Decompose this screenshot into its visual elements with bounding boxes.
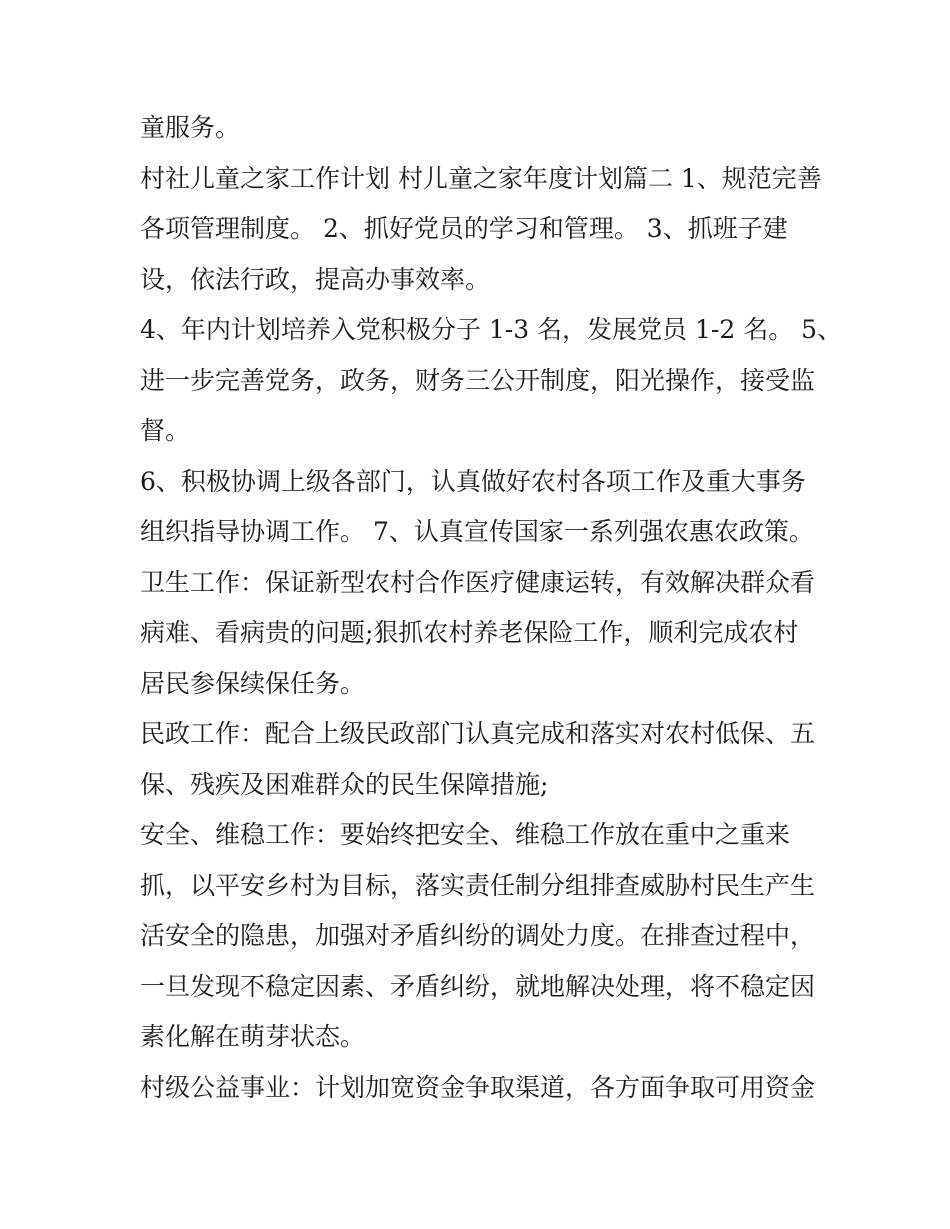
text-line: 素化解在萌芽状态。 xyxy=(140,1022,366,1051)
text-line: 安全、维稳工作：要始终把安全、维稳工作放在重中之重来 xyxy=(140,820,791,849)
paragraph-2 xyxy=(140,154,820,306)
text-line: 4、年内计划培养入党积极分子 1-3 名，发展党员 1-2 名。 5、 xyxy=(140,315,843,344)
text-line: 设，依法行政，提高办事效率。 xyxy=(140,264,491,294)
text-line: 民政工作：配合上级民政部门认真完成和落实对农村低保、五 xyxy=(140,719,816,748)
text-line: 活安全的隐患，加强对矛盾纠纷的调处力度。在排查过程中， xyxy=(140,921,816,950)
document-body xyxy=(140,103,843,1113)
text-line: 村级公益事业：计划加宽资金争取渠道，各方面争取可用资金 xyxy=(140,1072,816,1102)
paragraph-4 xyxy=(140,457,820,558)
text-line: 各项管理制度。 2、抓好党员的学习和管理。 3、抓班子建 xyxy=(140,214,788,243)
text-line: 居民参保续保任务。 xyxy=(140,668,366,698)
text-line: 抓，以平安乡村为目标，落实责任制分组排查威胁村民生产生 xyxy=(140,870,816,900)
paragraph-7 xyxy=(140,810,820,1063)
text-line: 组织指导协调工作。 7、认真宣传国家一系列强农惠农政策。 xyxy=(140,517,814,546)
text-line: 一旦发现不稳定因素、矛盾纠纷，就地解决处理，将不稳定因 xyxy=(140,971,816,1001)
paragraph-5 xyxy=(140,558,820,710)
text-line: 保、残疾及困难群众的民生保障措施; xyxy=(140,769,549,799)
paragraph-1 xyxy=(140,103,820,154)
text-line: 村社儿童之家工作计划 村儿童之家年度计划篇二 1、规范完善 xyxy=(140,163,822,193)
text-line: 卫生工作：保证新型农村合作医疗健康运转，有效解决群众看 xyxy=(140,567,816,597)
paragraph-8 xyxy=(140,1063,820,1114)
text-line: 病难、看病贵的问题;狠抓农村养老保险工作，顺利完成农村 xyxy=(140,618,799,647)
text-line: 督。 xyxy=(140,416,191,445)
text-line: 童服务。 xyxy=(140,113,241,142)
text-line: 6、积极协调上级各部门，认真做好农村各项工作及重大事务 xyxy=(140,466,806,496)
text-line: 进一步完善党务，政务，财务三公开制度，阳光操作，接受监 xyxy=(140,365,816,395)
paragraph-3 xyxy=(140,305,843,457)
paragraph-6 xyxy=(140,709,820,810)
